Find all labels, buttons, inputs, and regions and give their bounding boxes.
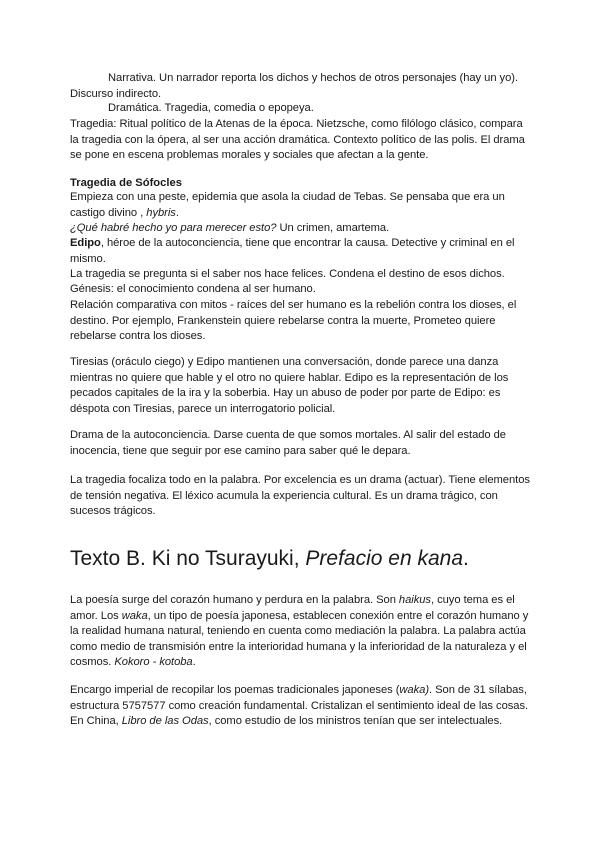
sofocles-line-4-text: La tragedia se pregunta si el saber nos hace felices. Condena el destino de esos dichos. — [70, 268, 505, 280]
texto-b-title-text: Texto B. Ki no Tsurayuki, — [70, 547, 306, 570]
tragedia-paragraph — [70, 117, 532, 164]
waka-term-2: waka) — [399, 684, 429, 696]
encargo-text-a: Encargo imperial de recopilar los poemas tradicionales japoneses ( — [70, 684, 400, 696]
tiresias-text: Tiresias (oráculo ciego) y Edipo mantienen una conversación, donde parece una danza mientras no quiere que hable y el otro no quiere hablar. Edipo es la representación de los pecados capitales de la ira y la soberbia. Hay un abuso de poder por parte de Edipo: es déspota con Tiresias, parece un interrogatorio policial. — [70, 356, 509, 415]
encargo-text-e: , como estudio de los ministros tenían que ser intelectuales. — [208, 715, 503, 727]
kokoro-kotoba-term: Kokoro - kotoba — [114, 656, 193, 668]
texto-b-title-italic: Prefacio en kana — [305, 547, 463, 570]
sofocles-line-5 — [70, 282, 532, 298]
hybris-term: hybris — [146, 206, 176, 219]
tiresias-paragraph — [70, 355, 532, 417]
sofocles-line-1-text: Empieza con una peste, epidemia que asola la ciudad de Tebas. Se pensaba que era un castigo divino , — [70, 191, 505, 219]
sofocles-line-3 — [70, 236, 532, 267]
encargo-paragraph — [70, 683, 532, 730]
narrativa-paragraph — [70, 71, 532, 102]
autoconciencia-paragraph — [70, 428, 532, 459]
edipo-term: Edipo — [70, 237, 101, 249]
sofocles-line-2-text: Un crimen, amartema. — [276, 222, 390, 234]
sofocles-line-6-text: Relación comparativa con mitos - raíces del ser humano es la rebelión contra los dioses, el destino. Por ejemplo, Frankenstein quiere rebelarse contra la muerte, Prometeo quiere rebelarse contra los dioses. — [70, 299, 517, 342]
texto-b-title — [70, 546, 469, 572]
libro-odas-term: Libro de las Odas — [121, 715, 209, 727]
sofocles-line-2 — [70, 221, 532, 237]
autoconciencia-text: Drama de la autoconciencia. Darse cuenta de que somos mortales. Al salir del estado de inocencia, tiene que seguir por ese camino para saber qué le depara. — [70, 429, 506, 457]
sofocles-line-1 — [70, 190, 532, 221]
waka-term: waka — [121, 609, 148, 622]
sofocles-line-6 — [70, 298, 532, 345]
poesia-paragraph — [70, 593, 532, 671]
sofocles-line-4 — [70, 267, 532, 283]
narrativa-text: Narrativa. Un narrador reporta los dichos y hechos de otros personajes (hay un yo). Discurso indirecto. — [70, 72, 518, 100]
tragedia-text: Tragedia: Ritual político de la Atenas de la época. Nietzsche, como filólogo clásico, compara la tragedia con la ópera, al ser una acción dramática. Contexto político de las polis. El drama se pone en escena problemas morales y sociales que afectan a la gente. — [70, 118, 525, 161]
sofocles-line-5-text: Génesis: el conocimiento condena al ser humano. — [70, 283, 316, 295]
encargo-text-c: . Son de 31 sílabas, estructura 5757577 como creación fundamental. Cristalizan el sentimiento ideal de las cosas. En China, — [70, 684, 529, 727]
palabra-text: La tragedia focaliza todo en la palabra. Por excelencia es un drama (actuar). Tiene elementos de tensión negativa. El léxico acumula la experiencia cultural. Es un drama trágico, con sucesos trágicos. — [70, 474, 530, 517]
texto-b-title-end: . — [463, 547, 469, 570]
sofocles-heading: Tragedia de Sófocles — [70, 177, 182, 189]
dramatica-text: Dramática. Tragedia, comedia o epopeya. — [108, 102, 314, 114]
dramatica-paragraph — [70, 101, 532, 117]
poesia-text-a: La poesía surge del corazón humano y perdura en la palabra. Son — [70, 594, 399, 606]
poesia-text-g: . — [192, 656, 196, 668]
poesia-text-c: , cuyo tema es el amor. Los — [70, 594, 515, 622]
sofocles-line-1-end: . — [175, 206, 179, 219]
poesia-text-e: , un tipo de poesía japonesa, establecen conexión entre el corazón humano y la realidad humana natural, teniendo en cuenta como mediación la palabra. La palabra actúa como medio de transmisión entre la interioridad humana y la inferioridad de la naturaleza y el cosmos. — [70, 609, 529, 668]
sofocles-line-3-text: , héroe de la autoconciencia, tiene que encontrar la causa. Detective y criminal en el mismo. — [70, 237, 515, 265]
question-quote: ¿Qué habré hecho yo para merecer esto? — [70, 222, 277, 234]
haikus-term: haikus — [398, 594, 431, 606]
palabra-paragraph — [70, 473, 532, 520]
